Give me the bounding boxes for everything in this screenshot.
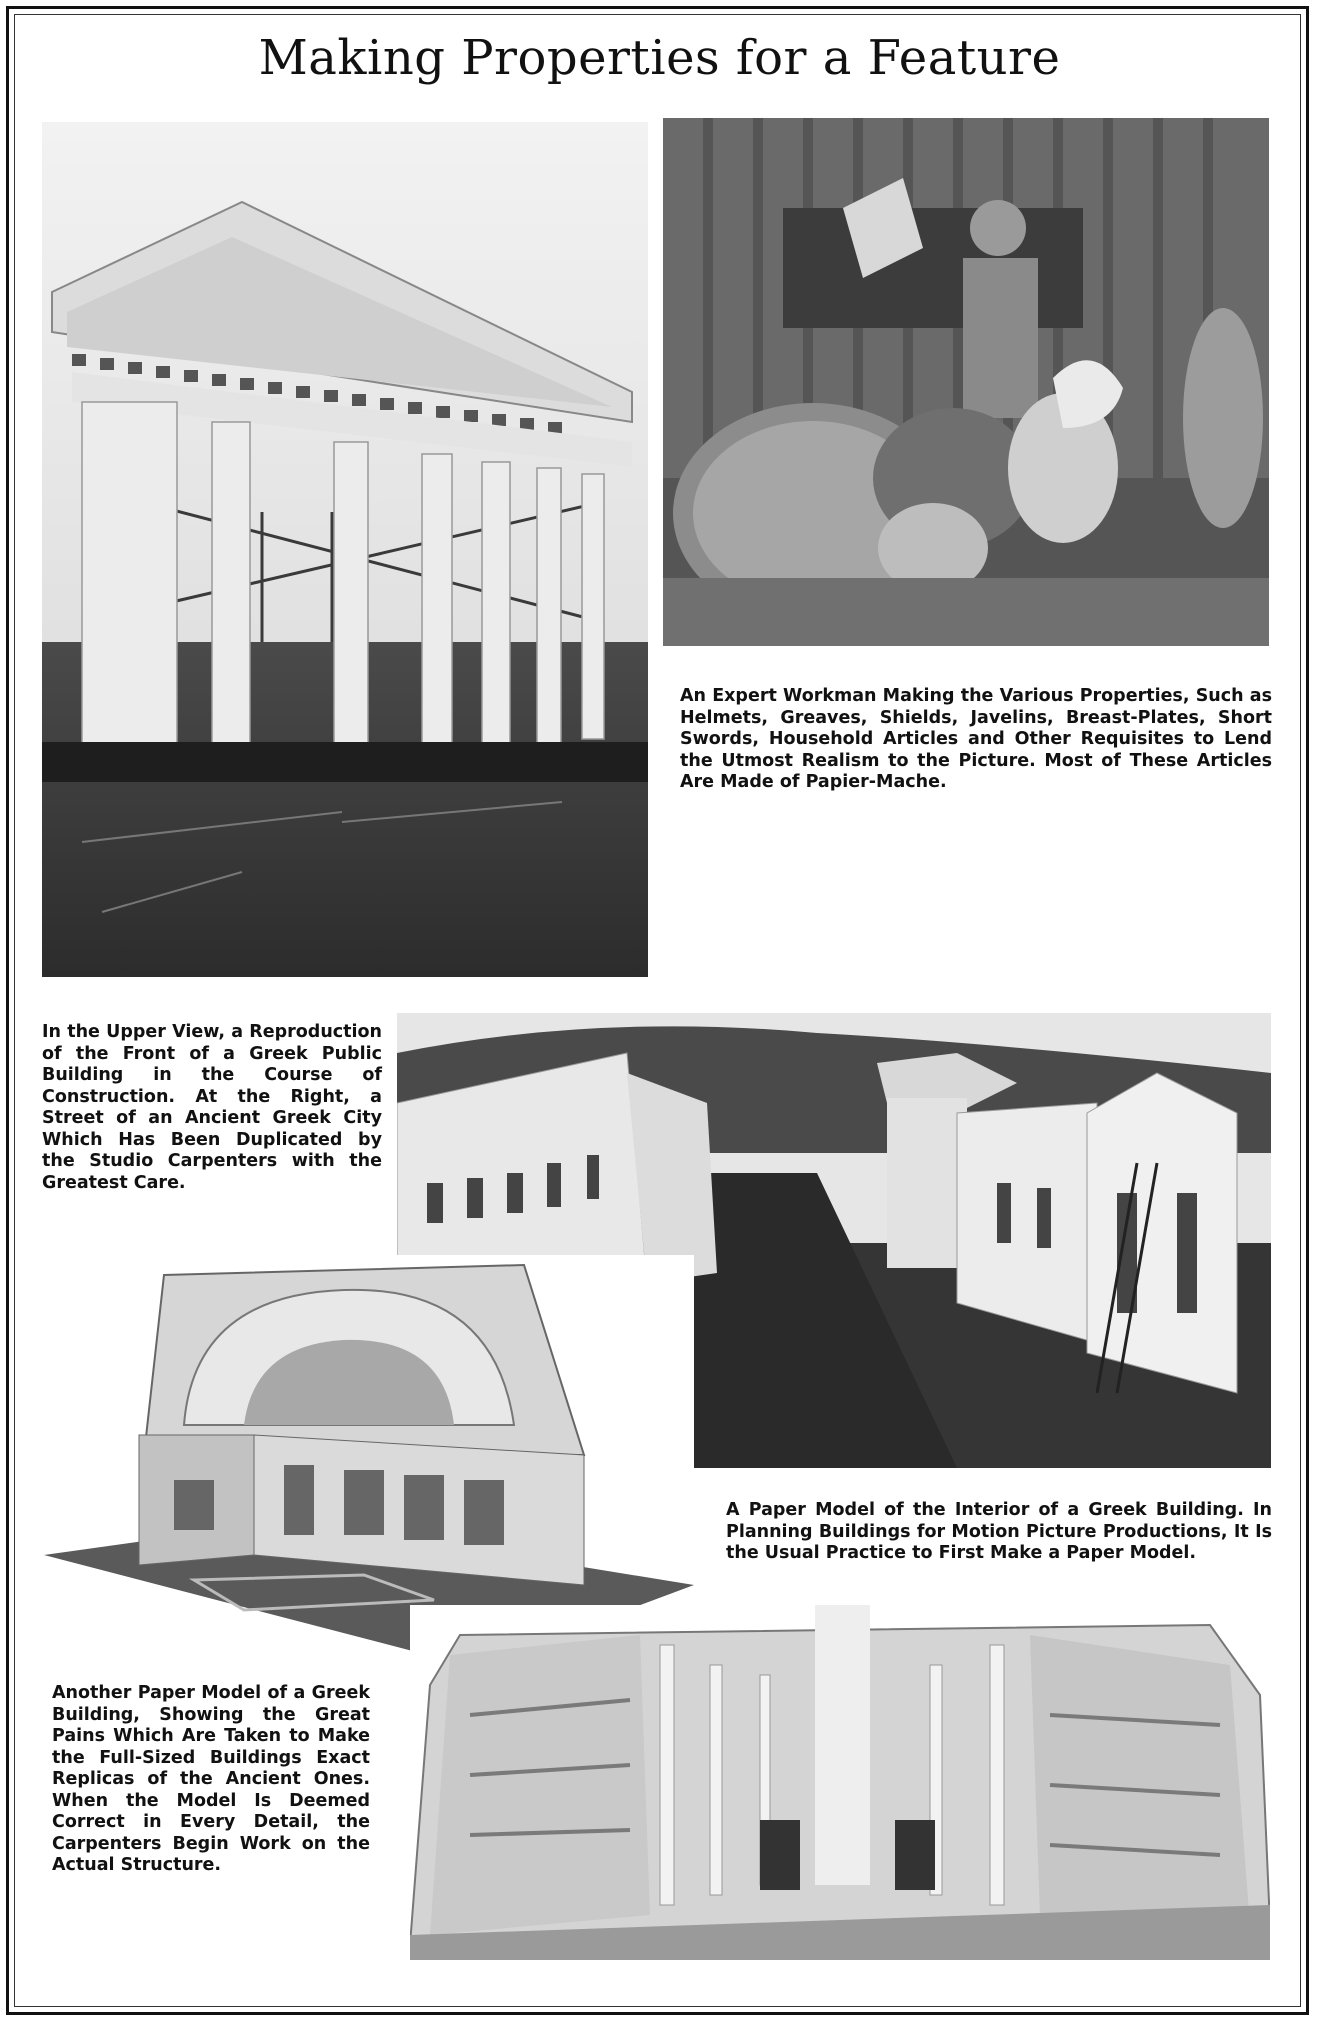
paper-model-building-photo: [410, 1605, 1270, 1960]
workman-caption: An Expert Workman Making the Various Properties, Such as Helmets, Greaves, Shields, Javelins, Breast-Plates, Short Swords, Household Articles and Other Requisites to Lend the Utmost Realism to the Picture. Most of These Articles Are Made of Papier-Mache.: [680, 686, 1272, 792]
workman-photo: [663, 118, 1269, 646]
upper-view-caption: In the Upper View, a Reproduction of the Front of a Greek Public Building in the Course of Construction. At the Right, a Street of an Ancient Greek City Which Has Been Duplicated by the Studio Carpenters with the Greatest Care.: [42, 1022, 382, 1193]
paper-model-building-caption: Another Paper Model of a Greek Building, Showing the Great Pains Which Are Taken to Make the Full-Sized Buildings Exact Replicas of the Ancient Ones. When the Model Is Deemed Correct in Every Detail, the Carpenters Begin Work on the Actual Structure.: [52, 1683, 370, 1875]
paper-model-interior-caption: A Paper Model of the Interior of a Greek Building. In Planning Buildings for Motion Picture Productions, It Is the Usual Practice to First Make a Paper Model.: [726, 1500, 1272, 1563]
page-title: Making Properties for a Feature: [258, 30, 1061, 86]
temple-front-photo: [42, 122, 648, 977]
